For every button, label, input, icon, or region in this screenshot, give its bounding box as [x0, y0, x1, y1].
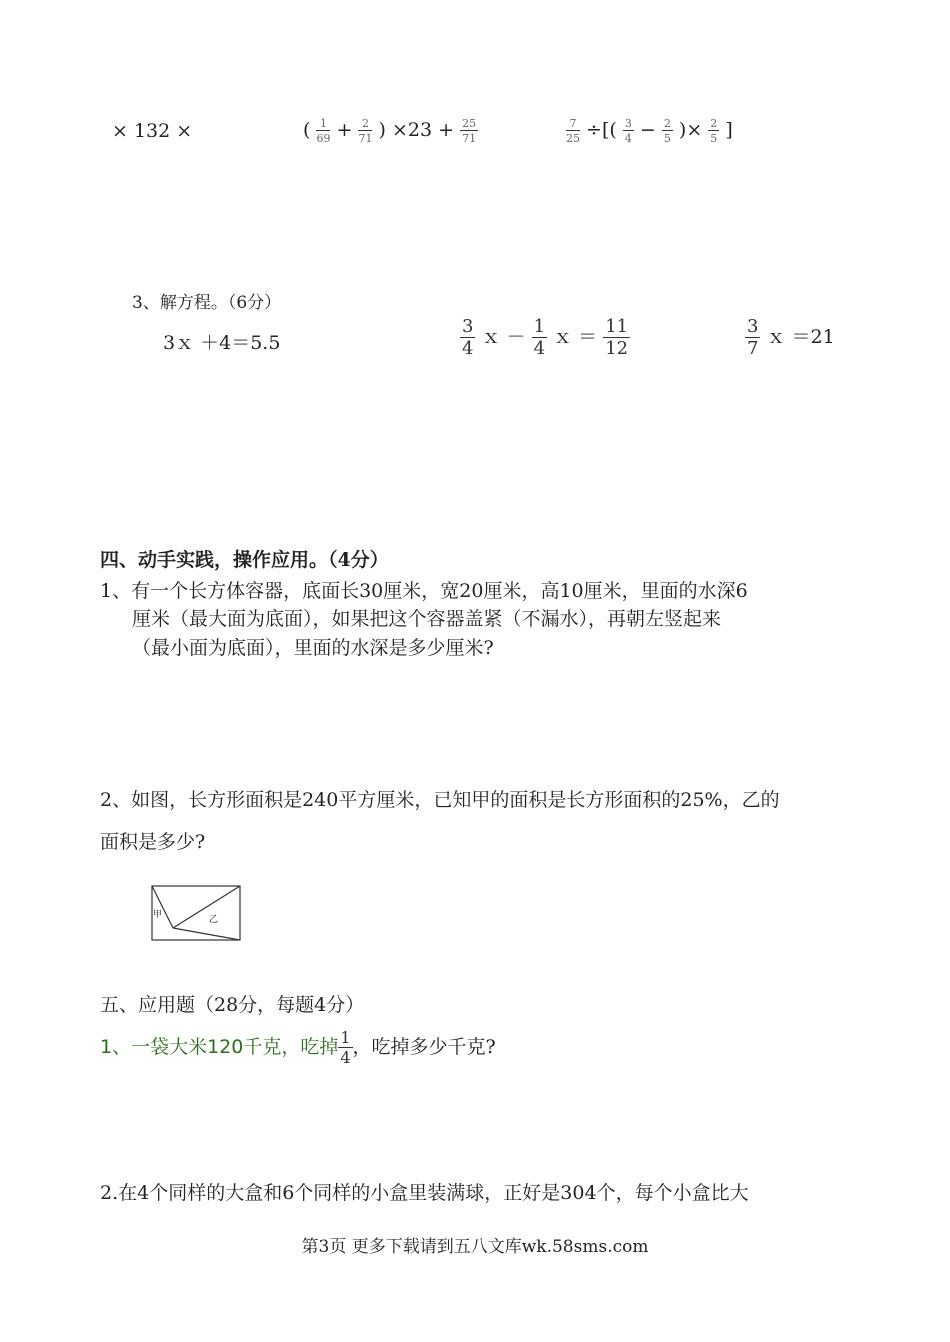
s5-q1-text: 1、一袋大米120千克，吃掉 [100, 1036, 339, 1058]
fraction: $\frac{11}{12}$ [605, 316, 629, 359]
fraction: $\frac{2}{5}$ [710, 117, 718, 145]
s5-q1-post: ，吃掉多少千克? [352, 1036, 496, 1058]
fraction: $\frac{2}{71}$ [358, 117, 373, 145]
equation-3 [745, 318, 835, 358]
equations-title: 3、解方程。（6分） [132, 293, 282, 313]
expression-2 [303, 118, 478, 144]
close-bracket: ] [725, 119, 733, 141]
q1-line-1: 1、有一个长方体容器，底面长30厘米，宽20厘米，高10厘米，里面的水深6 [100, 580, 748, 602]
equation-text: ｘ ＝ [553, 326, 598, 348]
equation-text: ｘ － [481, 326, 526, 348]
fraction: $\frac{3}{7}$ [747, 316, 759, 359]
multiply-text: ×23 + [392, 119, 455, 141]
label-yi: 乙 [209, 915, 219, 925]
section-5-heading: 五、应用题（28分，每题4分） [100, 994, 365, 1016]
fraction: $\frac{7}{25}$ [566, 117, 580, 145]
label-jia: 甲 [153, 910, 163, 920]
fraction: $\frac{1}{69}$ [316, 117, 331, 145]
expression-3 [566, 118, 733, 144]
fraction: $\frac{3}{4}$ [462, 316, 474, 359]
q2-line-1: 2、如图，长方形面积是240平方厘米，已知甲的面积是长方形面积的25%，乙的 [100, 789, 780, 811]
fraction: $\frac{25}{71}$ [462, 117, 477, 145]
s5-q2: 2.在4个同样的大盒和6个同样的小盒里装满球，正好是304个，每个小盒比大 [100, 1182, 749, 1204]
close-text: )× [678, 119, 703, 141]
section-4-heading: 四、动手实践，操作应用。（4分） [100, 549, 389, 571]
close-paren: ) [378, 119, 386, 141]
open-paren: ( [303, 119, 311, 141]
fraction: $\frac{1}{4}$ [340, 1028, 351, 1067]
equation-text: ｘ ＝21 [766, 326, 835, 348]
minus-sign: − [639, 119, 656, 141]
fraction: $\frac{1}{4}$ [533, 316, 546, 359]
q2-line-2: 面积是多少? [100, 831, 206, 853]
q1-line-2: 厘米（最大面为底面），如果把这个容器盖紧（不漏水），再朝左竖起来 [132, 608, 722, 630]
page-footer: 第3页 更多下载请到五八文库wk.58sms.com [301, 1237, 649, 1257]
equation-1: 3ｘ ＋4＝5.5 [163, 332, 281, 354]
rectangle-figure [148, 884, 244, 944]
fraction: $\frac{2}{5}$ [663, 117, 671, 145]
equation-2 [460, 318, 630, 358]
plus-sign: + [336, 119, 353, 141]
divide-text: ÷[( [586, 119, 617, 141]
fraction: $\frac{3}{4}$ [624, 117, 632, 145]
q1-line-3: （最小面为底面），里面的水深是多少厘米? [132, 637, 494, 659]
expression-1: × 132 × [112, 120, 193, 142]
s5-q1 [100, 1030, 496, 1066]
